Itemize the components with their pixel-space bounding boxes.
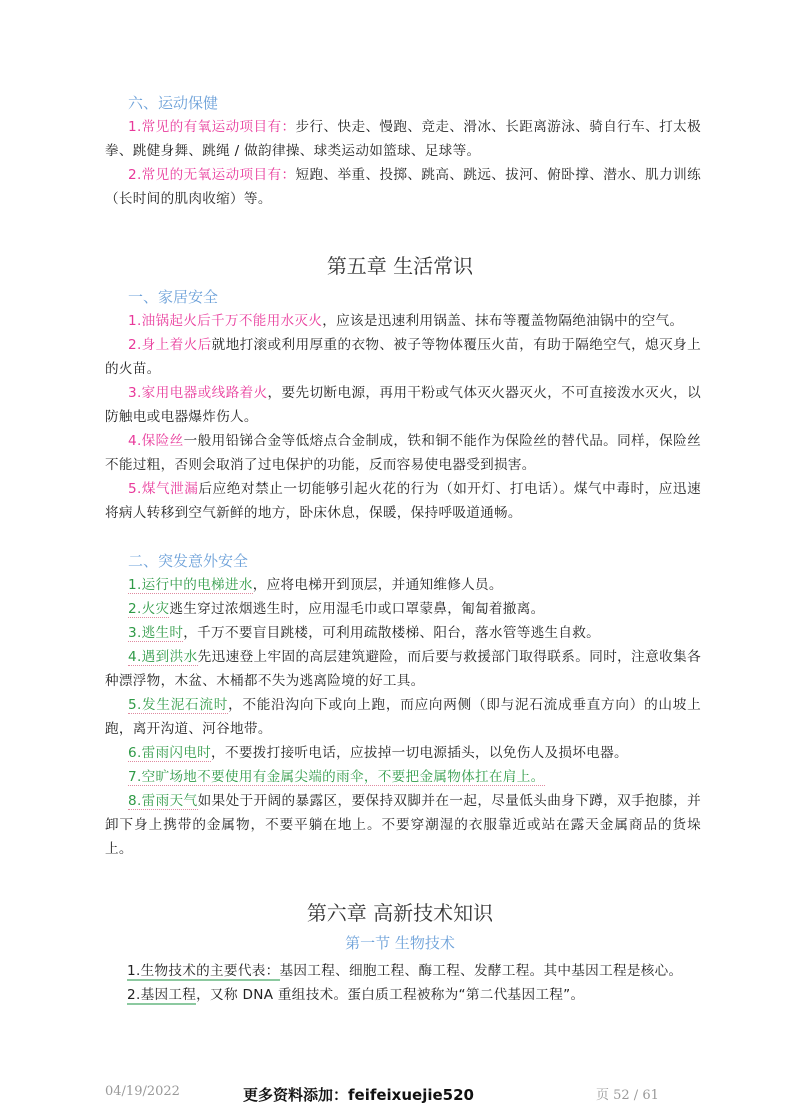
- paragraph-text: 如果处于开阔的暴露区，要保持双脚并在一起，尽量低头曲身下蹲，双手抱膝，并卸下身上携带的金属物，不要平躺在地上。不要穿潮湿的衣服靠近或站在露天金属商品的货垛上。: [105, 793, 701, 857]
- paragraph-lead: 1.油锅起火后千万不能用水灭火: [128, 313, 323, 329]
- section-heading: 一、家居安全: [128, 288, 219, 306]
- paragraph-text: ，不能沿沟向下或向上跑，而应向两侧（即与泥石流成垂直方向）的山坡上跑，离开沟道、河谷地带。: [105, 697, 701, 737]
- paragraph: [105, 163, 701, 211]
- paragraph: [105, 765, 701, 789]
- paragraph-lead: 1.运行中的电梯进水: [128, 577, 253, 593]
- paragraph-lead: 1.生物技术的主要代表：: [127, 963, 280, 979]
- paragraph-lead: 2.基因工程: [127, 987, 197, 1003]
- section-biotech: [127, 959, 707, 1007]
- paragraph: [105, 645, 701, 693]
- section-heading: 六、运动保健: [128, 94, 219, 112]
- footer-watermark: 更多资料添加：feifeixuejie520: [243, 1086, 474, 1104]
- paragraph-text: ，千万不要盲目跳楼，可利用疏散楼梯、阳台，落水管等逃生自救。: [183, 625, 601, 641]
- paragraph-lead: 4.保险丝: [128, 433, 184, 449]
- paragraph: [105, 693, 701, 741]
- paragraph-text: 基因工程、细胞工程、酶工程、发酵工程。其中基因工程是核心。: [279, 963, 683, 979]
- section-heading: 二、突发意外安全: [128, 552, 249, 570]
- paragraph: [105, 597, 701, 621]
- chapter-title: 第五章 生活常识: [326, 254, 474, 278]
- chapter-title: 第六章 高新技术知识: [306, 901, 494, 925]
- paragraph-lead: 4.遇到洪水: [128, 649, 198, 665]
- paragraph-lead: 2.常见的无氧运动项目有：: [128, 167, 296, 183]
- paragraph-text: 短跑、举重、投掷、跳高、跳远、拔河、俯卧撑、潜水、肌力训练（长时间的肌肉收缩）等。: [105, 167, 702, 207]
- paragraph-lead: 3.逃生时: [128, 625, 184, 641]
- paragraph-lead: 5.煤气泄漏: [128, 481, 199, 497]
- section-emergency-safety: [105, 549, 701, 861]
- section-home-safety: [105, 285, 701, 525]
- paragraph-lead: 1.常见的有氧运动项目有：: [128, 119, 296, 135]
- paragraph-text: 就地打滚或利用厚重的衣物、被子等物体覆压火苗，有助于隔绝空气，熄灭身上的火苗。: [105, 337, 701, 377]
- paragraph-text: ，应该是迅速利用锅盖、抹布等覆盖物隔绝油锅中的空气。: [322, 313, 684, 329]
- paragraph-text: 先迅速登上牢固的高层建筑避险，而后要与救援部门取得联系。同时，注意收集各种漂浮物，木盆、木桶都不失为逃离险境的好工具。: [105, 649, 701, 689]
- paragraph-text: 逃生穿过浓烟逃生时，应用湿毛巾或口罩蒙鼻，匍匐着撤离。: [169, 601, 545, 617]
- paragraph-lead: 3.家用电器或线路着火: [128, 385, 268, 401]
- section-exercise-health: [105, 91, 701, 211]
- paragraph: [105, 477, 701, 525]
- paragraph-lead: 5.发生泥石流时: [128, 697, 229, 713]
- paragraph: [105, 429, 701, 477]
- paragraph-text: ，不要拨打接听电话，应拔掉一切电源插头，以免伤人及损坏电器。: [211, 745, 628, 761]
- paragraph-lead: 6.雷雨闪电时: [128, 745, 212, 761]
- paragraph-lead: 2.身上着火后: [128, 337, 212, 353]
- footer-date: 04/19/2022: [105, 1084, 180, 1099]
- paragraph-text: 步行、快走、慢跑、竞走、滑冰、长距离游泳、骑自行车、打太极拳、跳健身舞、跳绳 / 做韵律操、球类运动如篮球、足球等。: [105, 119, 702, 159]
- paragraph: [127, 959, 707, 983]
- paragraph: [105, 309, 701, 333]
- section-title: 第一节 生物技术: [345, 934, 455, 952]
- paragraph-text: ，应将电梯开到顶层，并通知维修人员。: [252, 577, 503, 593]
- paragraph-text: ，又称 DNA 重组技术。蛋白质工程被称为“第二代基因工程”。: [196, 987, 585, 1003]
- paragraph-lead: 7.空旷场地不要使用有金属尖端的雨伞，不要把金属物体扛在肩上。: [128, 769, 545, 785]
- paragraph: [127, 983, 707, 1007]
- paragraph-lead: 8.雷雨天气: [128, 793, 198, 809]
- paragraph: [105, 741, 701, 765]
- paragraph: [105, 573, 701, 597]
- paragraph-lead: 2.火灾: [128, 601, 170, 617]
- paragraph: [105, 381, 701, 429]
- footer-page-number: 页 52 / 61: [596, 1088, 659, 1103]
- paragraph: [105, 115, 701, 163]
- paragraph-text: 一般用铅锑合金等低熔点合金制成，铁和铜不能作为保险丝的替代品。同样，保险丝不能过粗，否则会取消了过电保护的功能，反而容易使电器受到损害。: [105, 433, 701, 473]
- paragraph-text: ，要先切断电源，再用干粉或气体灭火器灭火，不可直接泼水灭火，以防触电或电器爆炸伤人。: [105, 385, 701, 425]
- paragraph-text: 后应绝对禁止一切能够引起火花的行为（如开灯、打电话）。煤气中毒时，应迅速将病人转移到空气新鲜的地方，卧床休息，保暖，保持呼吸道通畅。: [105, 481, 701, 521]
- paragraph: [105, 789, 701, 861]
- paragraph: [105, 333, 701, 381]
- paragraph: [105, 621, 701, 645]
